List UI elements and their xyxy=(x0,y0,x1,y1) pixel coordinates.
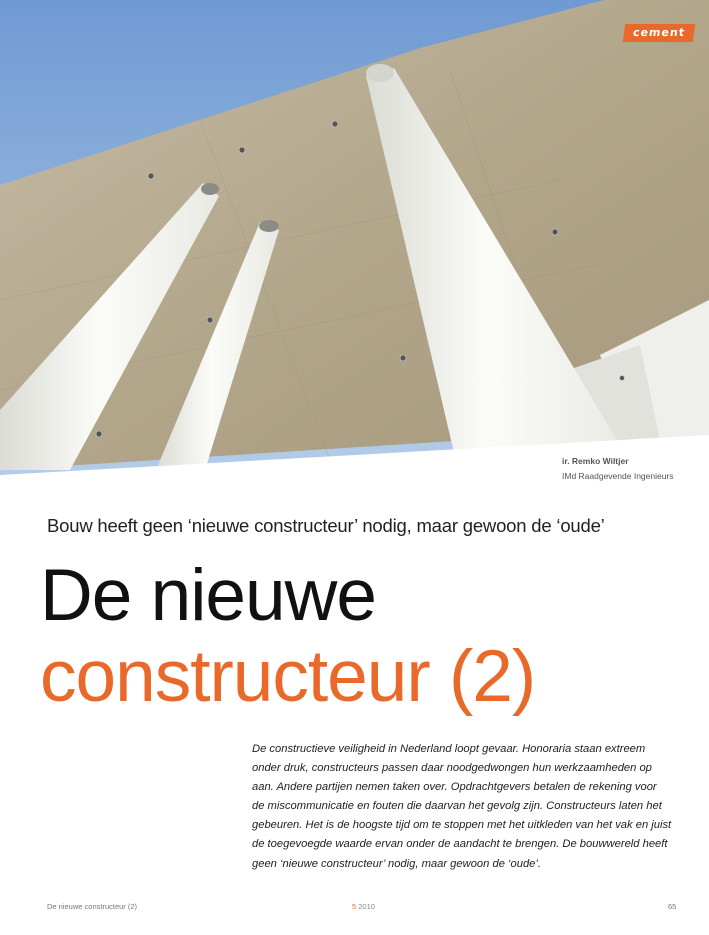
page-number: 65 xyxy=(668,902,677,911)
article-title-line1: De nieuwe xyxy=(40,555,376,636)
author-name: ir. Remko Wiltjer xyxy=(562,456,629,466)
issue-number: 5 xyxy=(352,902,357,911)
article-title-line2: constructeur (2) xyxy=(40,636,536,717)
issue-year: 2010 xyxy=(358,902,375,911)
running-title: De nieuwe constructeur (2) xyxy=(47,902,138,911)
article-subtitle: Bouw heeft geen ‘nieuwe constructeur’ nodig, maar gewoon de ‘oude’ xyxy=(47,515,605,536)
issue-info xyxy=(352,902,375,911)
article-intro: De constructieve veiligheid in Nederland loopt gevaar. Honoraria staan extreem onder druk, constructeurs passen daar noodgedwongen hun werkzaamheden op aan. Andere partijen nemen taken over. Opdrachtgevers betalen de rekening voor de miscommunicatie en fouten die daarvan het gevolg zijn. Constructeurs laten het gebeuren. Het is de hoogste tijd om te stoppen met het uitkleden van het vak en juist de toegevoegde waarde ervan onder de aandacht te brengen. De bouwwereld heeft geen ‘nieuwe constructeur’ nodig, maar gewoon de ‘oude’. xyxy=(252,743,672,870)
author-affiliation: IMd Raadgevende Ingenieurs xyxy=(562,471,674,481)
category-badge: cement xyxy=(623,24,696,42)
